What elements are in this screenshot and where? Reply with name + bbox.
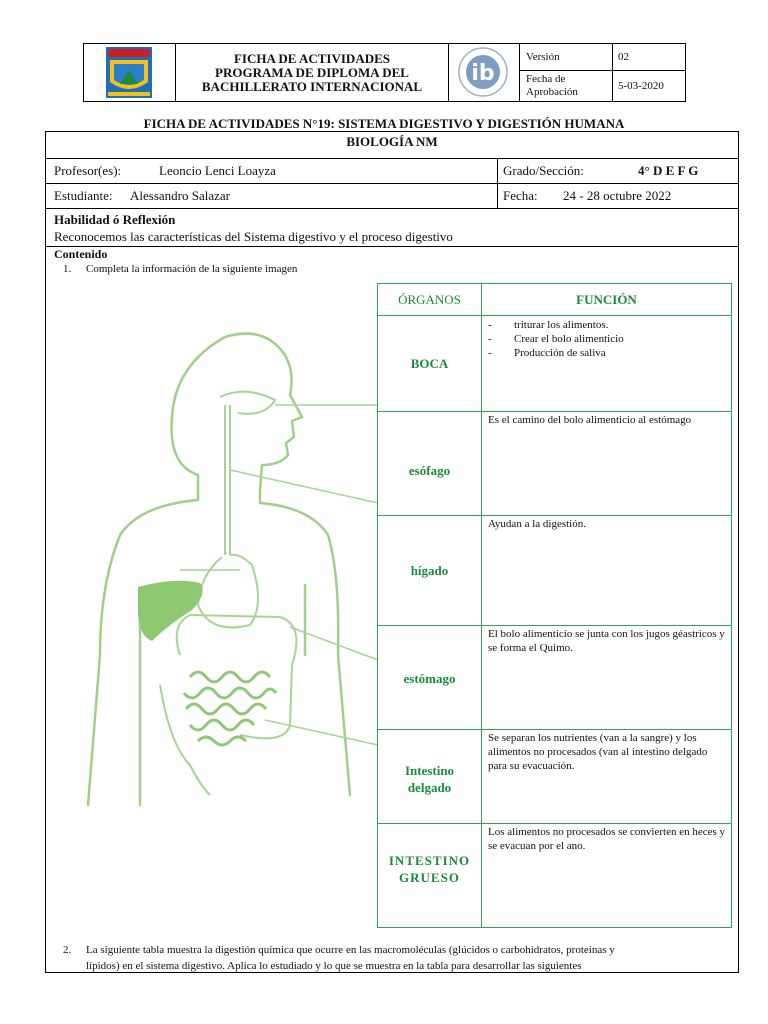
- skill-title: Habilidad ó Reflexión: [54, 212, 176, 227]
- skill-text: Reconocemos las características del Sistema digestivo y el proceso digestivo: [54, 229, 453, 244]
- grade-value: 4° D E F G: [638, 163, 699, 178]
- approval-label: Fecha de Aprobación: [526, 73, 578, 98]
- ib-logo: [449, 44, 520, 101]
- approval-value: 5-03-2020: [618, 80, 664, 92]
- function-boca-item: - Producción de saliva: [488, 346, 728, 360]
- organ-intestino-delgado: Intestino delgado: [404, 763, 455, 795]
- function-boca: [488, 318, 728, 360]
- header-title-line-1: FICHA DE ACTIVIDADES: [233, 50, 391, 66]
- digestive-system-figure: [80, 325, 380, 845]
- header-title: [176, 44, 449, 101]
- function-intestino-grueso: Los alimentos no procesados se convierten en heces y se evacuan por el ano.: [488, 826, 726, 852]
- subject-title: BIOLOGÍA NM: [346, 134, 438, 149]
- item2-line-1: La siguiente tabla muestra la digestión química que ocurre en las macromoléculas (glúcidos o carbohidratos, proteínas y: [86, 944, 615, 956]
- item2-line-2: lípidos) en el sistema digestivo. Aplica lo estudiado y lo que se muestra en la tabla para desarrollar las siguientes: [86, 960, 582, 972]
- organ-intestino-grueso: INTESTINO GRUESO: [388, 853, 471, 885]
- date-value: 24 - 28 octubre 2022: [563, 188, 672, 203]
- approval-row: [520, 71, 685, 101]
- teacher-name: Leoncio Lenci Loayza: [159, 163, 276, 178]
- function-estomago: El bolo alimenticio se junta con los jugos géastricos y se forma el Quimo.: [488, 628, 725, 654]
- item1-text: Completa la información de la siguiente imagen: [86, 263, 298, 275]
- organs-header: ÓRGANOS: [398, 292, 461, 307]
- teacher-label: Profesor(es):: [54, 163, 122, 178]
- organ-higado: hígado: [410, 563, 449, 578]
- organ-estomago: estómago: [403, 671, 456, 686]
- function-boca-item: - triturar los alimentos.: [488, 318, 728, 332]
- function-intestino-delgado: Se separan los nutrientes (van a la sangre) y los alimentos no procesados (van al intestino delgado para su evacuación.: [488, 732, 708, 772]
- function-boca-item: - Crear el bolo alimenticio: [488, 332, 728, 346]
- function-esofago: Es el camino del bolo alimenticio al estómago: [488, 414, 692, 426]
- document-header: [83, 43, 686, 102]
- organs-function-table: [377, 283, 732, 928]
- grade-label: Grado/Sección:: [503, 163, 584, 178]
- date-label: Fecha:: [503, 188, 538, 203]
- version-label: Versión: [526, 51, 560, 63]
- student-label: Estudiante:: [54, 188, 113, 203]
- svg-text:ib: ib: [471, 61, 495, 86]
- ficha-title: FICHA DE ACTIVIDADES N°19: SISTEMA DIGESTIVO Y DIGESTIÓN HUMANA: [143, 116, 625, 131]
- function-higado: Ayudan a la digestión.: [488, 518, 586, 530]
- student-name: Alessandro Salazar: [130, 188, 230, 203]
- header-title-line-3: BACHILLERATO INTERNACIONAL: [201, 78, 423, 94]
- item1-number: 1.: [63, 263, 72, 275]
- function-header: FUNCIÓN: [576, 292, 637, 307]
- version-value: 02: [618, 51, 629, 63]
- organ-boca: BOCA: [410, 356, 449, 371]
- version-table: [520, 44, 685, 101]
- organ-esofago: esófago: [408, 463, 451, 478]
- item2-number: 2.: [63, 944, 72, 956]
- header-title-line-2: PROGRAMA DE DIPLOMA DEL: [215, 64, 409, 80]
- content-title: Contenido: [54, 247, 108, 261]
- school-logo: [84, 44, 176, 101]
- version-row: [520, 44, 685, 71]
